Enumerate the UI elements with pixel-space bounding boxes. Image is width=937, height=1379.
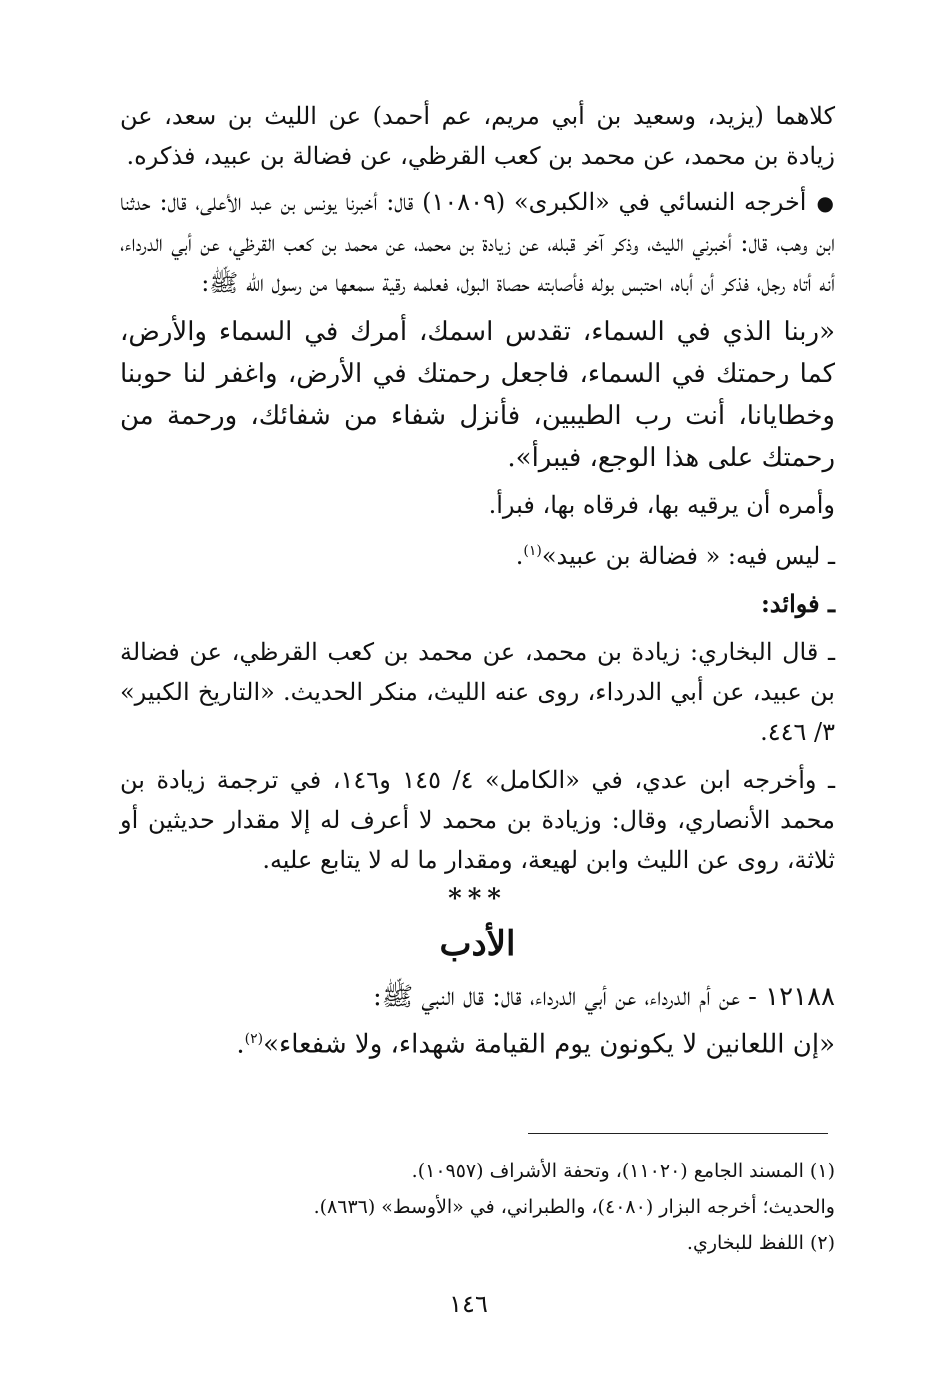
paragraph-1-line-2: محمد، عن محمد بن كعب القرظي، عن فضالة بن عبيد، فذكره. bbox=[126, 142, 746, 170]
paragraph-2 bbox=[120, 182, 835, 303]
paragraph-6: ـ وأخرجه ابن عدي، في «الكامل» ٤/ ١٤٥ و١٤٦، في ترجمة زيادة بن محمد الأنصاري، وقال: وزيادة بن محمد لا أعرف له إلا مقدار حديثين أو ثلاثة، روى عن الليث وابن لهيعة، ومقدار ما له لا يتابع عليه. bbox=[120, 766, 835, 874]
footnote-1: (١) المسند الجامع (١١٠٢٠)، وتحفة الأشراف (١٠٩٥٧). bbox=[411, 1160, 835, 1182]
footnote-ref-2[interactable]: (٢) bbox=[244, 1031, 264, 1047]
hadith-isnad: عن أم الدرداء، عن أبي الدرداء، قال: قال النبي ﷺ: bbox=[372, 982, 741, 1012]
paragraph-4-text: ـ ليس فيه: « فضالة بن عبيد» bbox=[541, 542, 835, 570]
paragraph-4 bbox=[120, 531, 835, 576]
page-number: ١٤٦ bbox=[449, 1290, 488, 1318]
paragraph-1 bbox=[120, 96, 835, 176]
fawaid-heading: ـ فوائد: bbox=[760, 589, 835, 618]
paragraph-3: وأمره أن يرقيه بها، فرقاه بها، فبرأ. bbox=[488, 491, 835, 519]
paragraph-1-line-1: كلاهما (يزيد، وسعيد بن أبي مريم، عم أحمد) عن الليث بن سعد، عن زيادة بن bbox=[120, 102, 835, 170]
section-separator: *** bbox=[448, 884, 507, 914]
main-text bbox=[120, 96, 835, 1066]
hadith-line-1 bbox=[120, 976, 835, 1018]
hadith-number: ١٢١٨٨ - bbox=[748, 982, 835, 1012]
chapter-title: الأدب bbox=[439, 924, 516, 964]
footnote-2: (٢) اللفظ للبخاري. bbox=[686, 1232, 835, 1254]
bullet-icon: ● bbox=[816, 191, 835, 215]
paragraph-5: ـ قال البخاري: زيادة بن محمد، عن محمد بن كعب القرظي، عن فضالة بن عبيد، عن أبي الدرداء، روى عنه الليث، منكر الحديث. «التاريخ الكبير» ٣/ ٤٤٦. bbox=[120, 638, 835, 746]
hadith-end: . bbox=[236, 1029, 245, 1060]
hadith-matn: «إن اللعانين لا يكونون يوم القيامة شهداء، ولا شفعاء» bbox=[263, 1029, 835, 1060]
footnote-ref-1[interactable]: (١) bbox=[523, 543, 542, 559]
supplication-quote: «ربنا الذي في السماء، تقدس اسمك، أمرك في السماء والأرض، كما رحمتك في السماء، فاجعل رحمتك في الأرض، واغفر لنا حوبنا وخطايانا، أنت رب الطيبين، فأنزل شفاء من شفائك، ورحمة من رحمتك على هذا الوجع، فيبرأ». bbox=[120, 317, 835, 473]
footnote-1-continued: والحديث؛ أخرجه البزار (٤٠٨٠)، والطبراني، في «الأوسط» (٨٦٣٦). bbox=[313, 1196, 835, 1218]
footnotes bbox=[150, 1153, 835, 1261]
paragraph-2-text: أخرجه النسائي في «الكبرى» (١٠٨٠٩) قال: أخبرنا يونس بن عبد الأعلى، قال: حدثنا ابن وهب، قال: أخبرني الليث، وذكر آخر قبله، عن زيادة بن محمد، عن محمد بن كعب القرظي، عن أبي الدرداء، أنه أتاه رجل، فذكر أن أباه، احتبس بوله فأصابته حصاة البول، فعلمه رقية سمعها من رسول الله ﷺ: bbox=[120, 188, 835, 297]
footnote-divider bbox=[528, 1133, 828, 1134]
paragraph-4-end: . bbox=[515, 542, 524, 570]
hadith-line-2 bbox=[120, 1018, 835, 1066]
